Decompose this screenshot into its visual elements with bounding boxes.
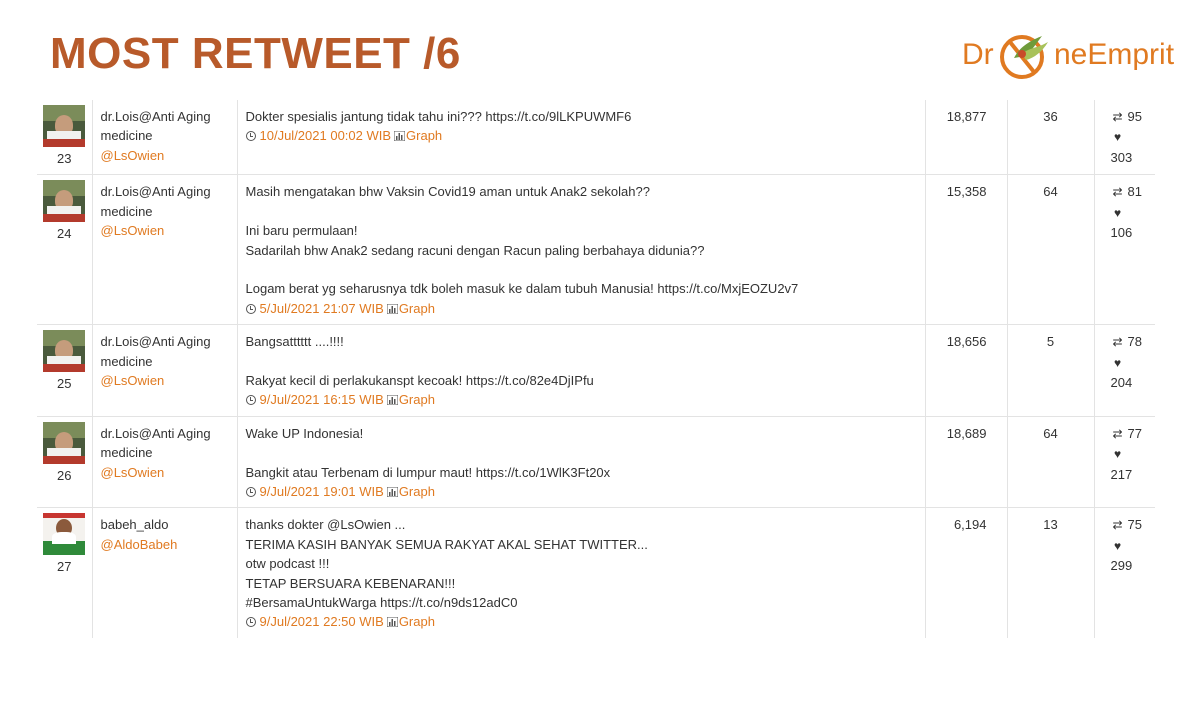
retweet-count: 77 xyxy=(1127,425,1142,441)
tweet-text-cell xyxy=(237,175,925,325)
clock-icon xyxy=(246,487,256,497)
followers-count: 6,194 xyxy=(925,508,1007,638)
graph-link[interactable]: Graph xyxy=(398,484,435,500)
tweet-date-link[interactable]: 9/Jul/2021 16:15 WIB xyxy=(259,392,384,408)
heart-icon: ♥ xyxy=(1113,355,1122,370)
tweet-text-cell xyxy=(237,100,925,175)
rank-number: 26 xyxy=(57,467,72,483)
retweet-count: 95 xyxy=(1127,109,1142,124)
tweet-meta xyxy=(246,482,917,501)
heart-icon: ♥ xyxy=(1113,205,1122,220)
tweet-text-line: Ini baru permulaan! xyxy=(245,223,358,239)
avatar[interactable] xyxy=(43,513,85,555)
tweet-text-line: Masih mengatakan bhw Vaksin Covid19 aman untuk Anak2 sekolah?? xyxy=(245,184,650,200)
user-name: medicine xyxy=(100,203,153,219)
like-count: 106 xyxy=(1110,225,1133,241)
retweet-count: 78 xyxy=(1127,334,1142,350)
retweet-count: 75 xyxy=(1127,517,1142,533)
like-stat xyxy=(1111,203,1148,243)
tweet-text-cell xyxy=(237,416,925,508)
heart-icon: ♥ xyxy=(1113,447,1122,462)
retweet-stat xyxy=(1111,515,1148,535)
tweet-table xyxy=(37,100,1155,638)
reply-count: 64 xyxy=(1007,175,1094,325)
user-name: medicine xyxy=(100,445,153,461)
user-cell xyxy=(92,416,237,508)
tweet-text-line: Bangsatttttt ....!!!! xyxy=(245,334,344,350)
like-stat xyxy=(1111,536,1148,576)
table-row xyxy=(37,100,1155,175)
tweet-date-link[interactable]: 5/Jul/2021 21:07 WIB xyxy=(259,300,384,316)
heart-icon: ♥ xyxy=(1113,130,1122,145)
rank-number: 27 xyxy=(57,559,72,575)
followers-count: 18,656 xyxy=(925,325,1007,417)
bar-chart-icon[interactable] xyxy=(387,617,398,627)
user-cell xyxy=(92,508,237,638)
user-handle-link[interactable]: @LsOwien xyxy=(100,223,165,239)
like-count: 303 xyxy=(1110,149,1133,165)
engagement-cell xyxy=(1094,416,1155,508)
drone-bird-icon xyxy=(992,28,1056,82)
tweet-text-cell xyxy=(237,325,925,417)
like-count: 299 xyxy=(1110,558,1133,574)
clock-icon xyxy=(246,617,256,627)
bar-chart-icon[interactable] xyxy=(387,487,398,497)
retweet-stat xyxy=(1111,332,1148,352)
tweet-text-line: Rakyat kecil di perlakukanspt kecoak! https://t.co/82e4DjIPfu xyxy=(245,373,594,389)
logo-text-end: neEmprit xyxy=(1054,38,1175,71)
tweet-meta xyxy=(246,612,917,631)
clock-icon xyxy=(246,395,256,405)
engagement-cell xyxy=(1094,100,1155,175)
rank-cell xyxy=(37,100,92,175)
tweet-text-line: thanks dokter @LsOwien ... xyxy=(245,517,406,533)
tweet-text-line: Bangkit atau Terbenam di lumpur maut! https://t.co/1WlK3Ft20x xyxy=(245,464,611,480)
drone-emprit-logo xyxy=(962,28,1175,82)
reply-count: 5 xyxy=(1007,325,1094,417)
retweet-stat xyxy=(1111,107,1148,127)
user-handle-link[interactable]: @LsOwien xyxy=(100,464,165,480)
tweet-meta xyxy=(246,390,917,409)
rank-number: 24 xyxy=(57,226,72,242)
user-name: babeh_aldo xyxy=(100,517,169,533)
tweet-date-link[interactable]: 9/Jul/2021 22:50 WIB xyxy=(259,614,384,630)
tweet-date-link[interactable]: 9/Jul/2021 19:01 WIB xyxy=(259,484,384,500)
page-title: MOST RETWEET /6 xyxy=(50,29,461,78)
avatar[interactable] xyxy=(43,180,85,222)
table-row xyxy=(37,325,1155,417)
retweet-icon: ⇄ xyxy=(1112,110,1123,124)
graph-link[interactable]: Graph xyxy=(398,614,435,630)
like-stat xyxy=(1111,127,1148,167)
retweet-count: 81 xyxy=(1127,184,1142,200)
user-handle-link[interactable]: @LsOwien xyxy=(100,373,165,389)
tweet-text-line xyxy=(246,352,917,371)
avatar[interactable] xyxy=(43,330,85,372)
tweet-table-body xyxy=(37,100,1155,638)
retweet-icon: ⇄ xyxy=(1112,335,1123,350)
like-count: 204 xyxy=(1110,375,1133,391)
like-stat xyxy=(1111,353,1148,393)
user-cell xyxy=(92,175,237,325)
user-cell xyxy=(92,325,237,417)
retweet-icon: ⇄ xyxy=(1112,518,1123,533)
like-stat xyxy=(1111,444,1148,484)
tweet-text-line xyxy=(246,202,917,221)
reply-count: 64 xyxy=(1007,416,1094,508)
tweet-text-line: #BersamaUntukWarga https://t.co/n9ds12adC0 xyxy=(245,595,518,611)
user-name: medicine xyxy=(100,128,153,144)
tweet-text-line xyxy=(246,260,917,279)
retweet-stat xyxy=(1111,424,1148,444)
logo-text-start: Dr xyxy=(962,38,994,71)
avatar[interactable] xyxy=(43,105,85,147)
rank-cell xyxy=(37,325,92,417)
engagement-cell xyxy=(1094,508,1155,638)
graph-link[interactable]: Graph xyxy=(398,392,435,408)
user-handle-link[interactable]: @AldoBabeh xyxy=(100,536,178,552)
tweet-text-line: TERIMA KASIH BANYAK SEMUA RAKYAT AKAL SEHAT TWITTER... xyxy=(245,536,648,552)
heart-icon: ♥ xyxy=(1113,538,1122,553)
tweet-text-cell xyxy=(237,508,925,638)
engagement-cell xyxy=(1094,175,1155,325)
tweet-text-line: otw podcast !!! xyxy=(245,556,330,572)
rank-cell xyxy=(37,508,92,638)
followers-count: 18,877 xyxy=(925,100,1007,175)
graph-link[interactable]: Graph xyxy=(406,128,443,144)
table-row xyxy=(37,508,1155,638)
bar-chart-icon[interactable] xyxy=(394,131,405,141)
user-cell xyxy=(92,100,237,175)
rank-cell xyxy=(37,416,92,508)
user-name: dr.Lois@Anti Aging xyxy=(100,334,211,350)
retweet-icon: ⇄ xyxy=(1112,185,1123,200)
rank-number: 25 xyxy=(57,376,72,392)
like-count: 217 xyxy=(1110,466,1133,482)
bar-chart-icon[interactable] xyxy=(387,395,398,405)
tweet-text-line: Dokter spesialis jantung tidak tahu ini??? https://t.co/9lLKPUWMF6 xyxy=(245,109,632,124)
rank-cell xyxy=(37,175,92,325)
user-handle-link[interactable]: @LsOwien xyxy=(100,147,165,163)
tweet-text-line: Sadarilah bhw Anak2 sedang racuni dengan Racun paling berbahaya didunia?? xyxy=(245,242,705,258)
retweet-icon: ⇄ xyxy=(1112,426,1123,441)
table-row xyxy=(37,175,1155,325)
reply-count: 13 xyxy=(1007,508,1094,638)
engagement-cell xyxy=(1094,325,1155,417)
user-name: medicine xyxy=(100,353,153,369)
clock-icon xyxy=(246,304,256,314)
user-name: dr.Lois@Anti Aging xyxy=(100,109,211,124)
tweet-text-line: Wake UP Indonesia! xyxy=(245,425,364,441)
user-name: dr.Lois@Anti Aging xyxy=(100,425,211,441)
followers-count: 15,358 xyxy=(925,175,1007,325)
clock-icon xyxy=(246,131,256,141)
avatar[interactable] xyxy=(43,422,85,464)
tweet-text-line: TETAP BERSUARA KEBENARAN!!! xyxy=(245,575,456,591)
graph-link[interactable]: Graph xyxy=(398,300,435,316)
tweet-date-link[interactable]: 10/Jul/2021 00:02 WIB xyxy=(259,128,392,144)
rank-number: 23 xyxy=(57,151,72,166)
reply-count: 36 xyxy=(1007,100,1094,175)
tweet-meta xyxy=(246,126,917,145)
tweet-meta xyxy=(246,299,917,318)
tweet-text-line xyxy=(246,443,917,462)
user-name: dr.Lois@Anti Aging xyxy=(100,184,211,200)
bar-chart-icon[interactable] xyxy=(387,304,398,314)
table-row xyxy=(37,416,1155,508)
followers-count: 18,689 xyxy=(925,416,1007,508)
tweet-text-line: Logam berat yg seharusnya tdk boleh masuk ke dalam tubuh Manusia! https://t.co/MxjEOZU2v7 xyxy=(245,281,799,297)
retweet-stat xyxy=(1111,182,1148,202)
